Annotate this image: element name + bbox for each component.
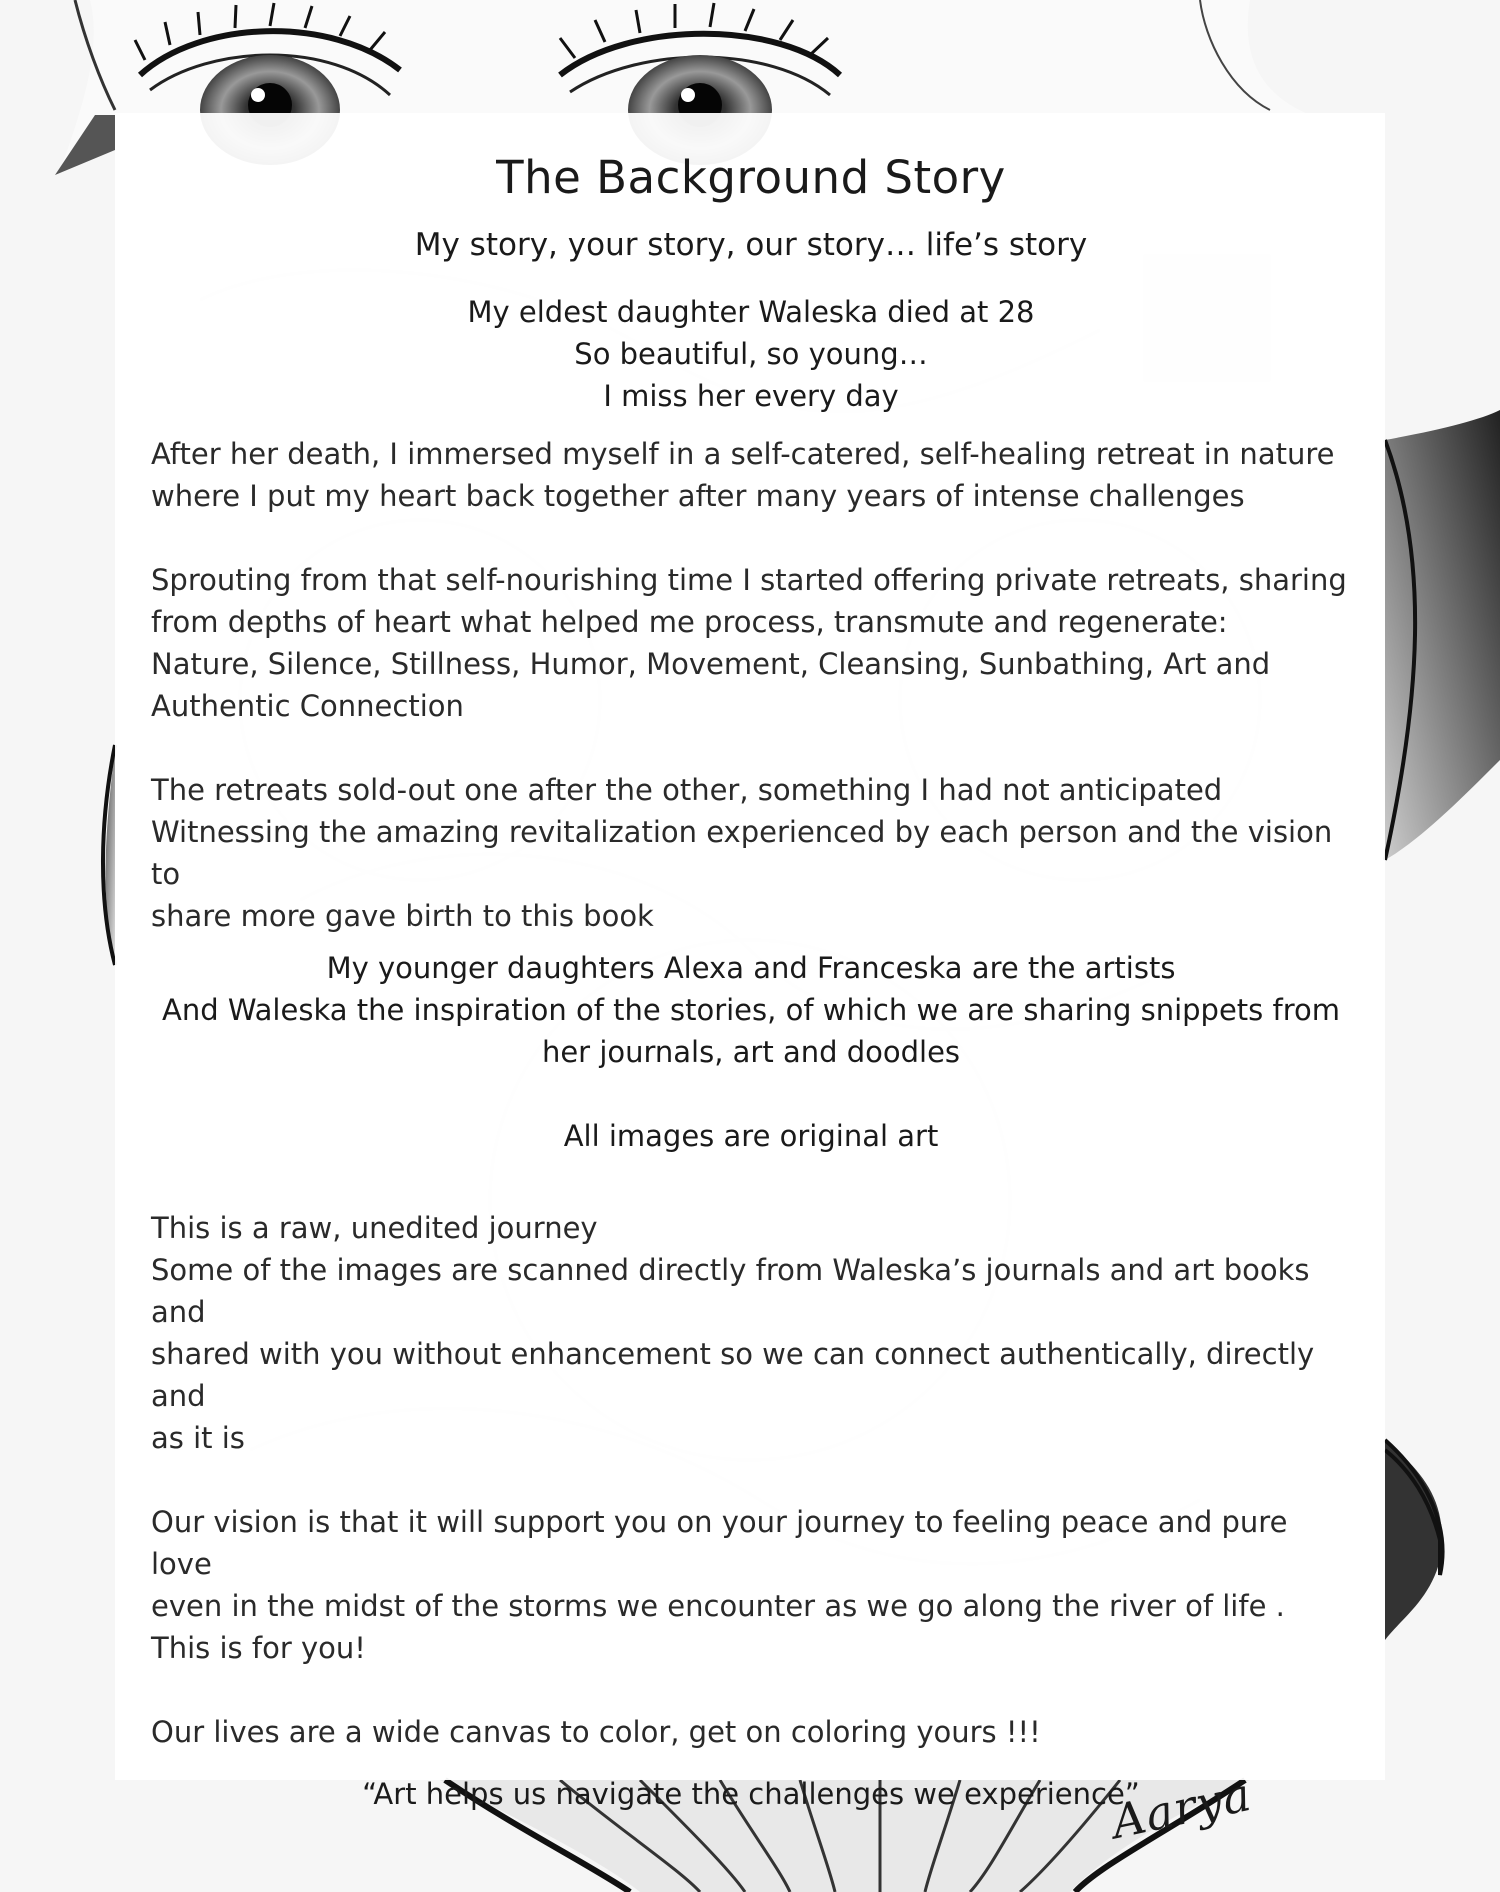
artists-block xyxy=(151,947,1351,1157)
story-paragraph: The retreats sold-out one after the other, something I had not anticipated Witnessing the amazing revitalization experienced by each person and the vision to share more gave birth to this book xyxy=(151,773,1333,934)
story-content xyxy=(151,151,1351,1850)
dedication-line: I miss her every day xyxy=(603,379,899,414)
closing-paragraph: Our lives are a wide canvas to color, get on coloring yours !!! xyxy=(151,1715,1041,1750)
author-signature: Aarya xyxy=(1106,1767,1257,1850)
closing-quote: “Art helps us navigate the challenges we experience” xyxy=(362,1777,1140,1812)
text-panel xyxy=(115,113,1385,1850)
dedication-line: My eldest daughter Waleska died at 28 xyxy=(467,295,1035,330)
page-title: The Background Story xyxy=(496,151,1006,204)
original-art-note: All images are original art xyxy=(563,1119,939,1154)
artists-line: her journals, art and doodles xyxy=(541,1035,961,1070)
story-paragraph: After her death, I immersed myself in a self-catered, self-healing retreat in nature where I put my heart back together after many years of intense challenges xyxy=(151,437,1335,514)
closing-paragraph: This is a raw, unedited journey Some of the images are scanned directly from Waleska’s journals and art books and shared with you without enhancement so we can connect authentically, directly and as it is xyxy=(151,1211,1315,1456)
page-subtitle: My story, your story, our story… life’s story xyxy=(414,227,1088,263)
artists-line: My younger daughters Alexa and Franceska are the artists xyxy=(326,951,1176,986)
quote-row xyxy=(151,1767,1351,1850)
story-paragraph: Sprouting from that self-nourishing time I started offering private retreats, sharing from depths of heart what helped me process, transmute and regenerate: Nature, Silence, Stillness, Humor, Movement, Cleansing, Sunbathing, Art and Authentic Connection xyxy=(151,563,1347,724)
dedication-line: So beautiful, so young… xyxy=(574,337,928,372)
artists-line: And Waleska the inspiration of the stories, of which we are sharing snippets from xyxy=(162,993,1340,1028)
closing-paragraph: Our vision is that it will support you on your journey to feeling peace and pure love even in the midst of the storms we encounter as we go along the river of life . This is for you! xyxy=(151,1505,1288,1666)
dedication-block xyxy=(151,291,1351,417)
